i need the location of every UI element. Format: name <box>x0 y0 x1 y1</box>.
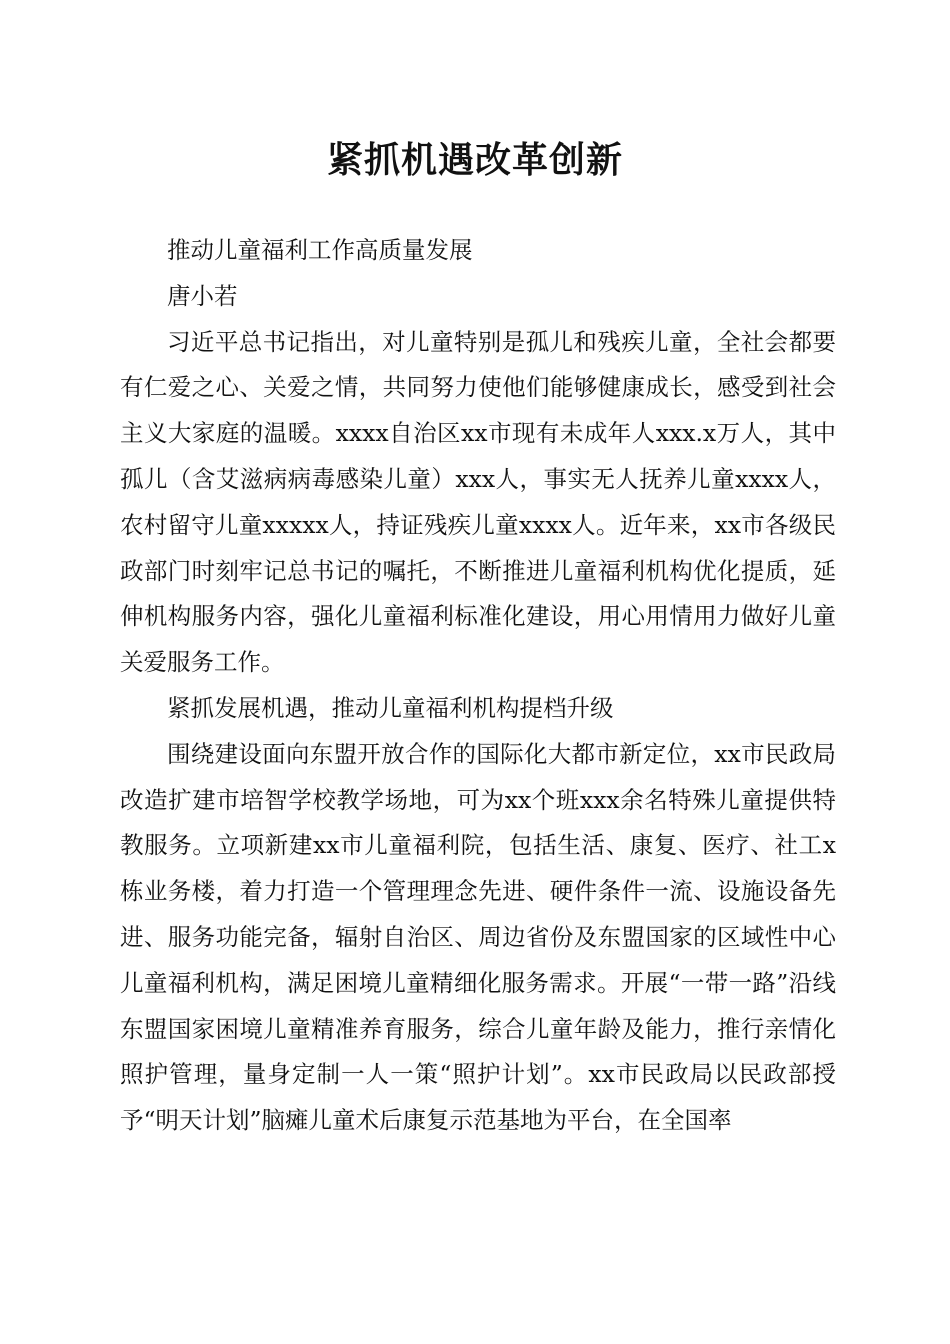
body-paragraph: 围绕建设面向东盟开放合作的国际化大都市新定位，xx市民政局改造扩建市培智学校教学场地，可为xx个班xxx余名特殊儿童提供特教服务。立项新建xx市儿童福利院，包括生活、康复、医疗、社工x栋业务楼，着力打造一个管理理念先进、硬件条件一流、设施设备先进、服务功能完备，辐射自治区、周边省份及东盟国家的区域性中心儿童福利机构，满足困境儿童精细化服务需求。开展“一带一路”沿线东盟国家困境儿童精准养育服务，综合儿童年龄及能力，推行亲情化照护管理，量身定制一人一策“照护计划”。xx市民政局以民政部授予“明天计划”脑瘫儿童术后康复示范基地为平台，在全国率 <box>120 739 836 1135</box>
document-title: 紧抓机遇改革创新 <box>326 139 623 181</box>
subtitle-line: 推动儿童福利工作高质量发展 <box>167 236 473 264</box>
body-paragraph: 习近平总书记指出，对儿童特别是孤儿和残疾儿童，全社会都要有仁爱之心、关爱之情，共同努力使他们能够健康成长，感受到社会主义大家庭的温暖。xxxx自治区xx市现有未成年人xxx.x万人，其中孤儿（含艾滋病病毒感染儿童）xxx人，事实无人抚养儿童xxxx人，农村留守儿童xxxxx人，持证残疾儿童xxxx人。近年来，xx市各级民政部门时刻牢记总书记的嘱托，不断推进儿童福利机构优化提质，延伸机构服务内容，强化儿童福利标准化建设，用心用情用力做好儿童关爱服务工作。 <box>120 327 836 677</box>
document-body <box>120 228 836 1144</box>
author-line: 唐小若 <box>167 281 238 310</box>
section-heading: 紧抓发展机遇，推动儿童福利机构提档升级 <box>167 693 614 722</box>
